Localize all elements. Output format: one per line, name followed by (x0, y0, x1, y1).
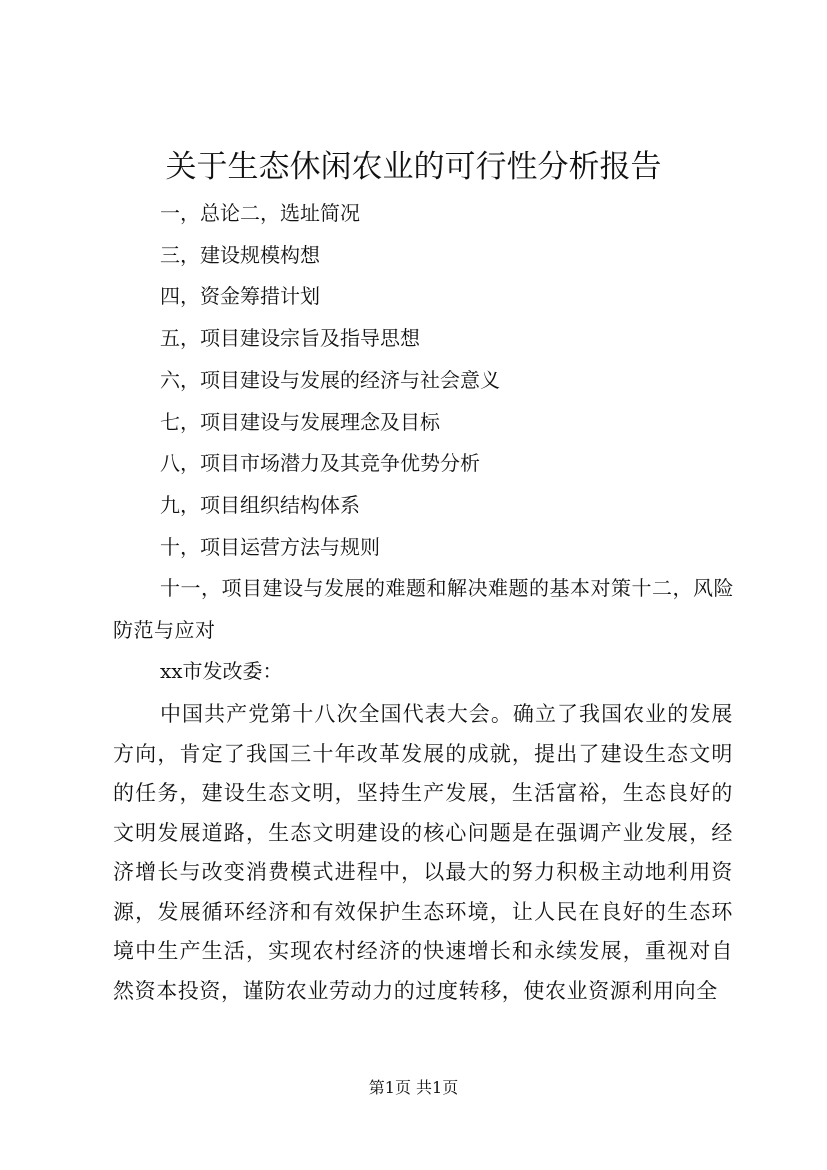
toc-item: 五，项目建设宗旨及指导思想 (160, 326, 420, 351)
toc-item: 十一，项目建设与发展的难题和解决难题的基本对策十二，风险防范与应对 (113, 576, 734, 643)
toc-item: 四，资金筹措计划 (160, 284, 320, 309)
body-paragraph: 中国共产党第十八次全国代表大会。确立了我国农业的发展方向，肯定了我国三十年改革发展的成就，提出了建设生态文明的任务，建设生态文明，坚持生产发展，生活富裕，生态良好的文明发展道路，生态文明建设的核心问题是在强调产业发展，经济增长与改变消费模式进程中，以最大的努力积极主动地利用资源，发展循环经济和有效保护生态环境，让人民在良好的生态环境中生产生活，实现农村经济的快速增长和永续发展，重视对自然资本投资，谨防农业劳动力的过度转移，使农业资源利用向全 (113, 702, 733, 1003)
page-footer: 第1页 共1页 (368, 1078, 459, 1097)
toc-item: 六，项目建设与发展的经济与社会意义 (160, 367, 500, 392)
page-title: 关于生态休闲农业的可行性分析报告 (165, 149, 662, 185)
toc-item: 七，项目建设与发展理念及目标 (160, 409, 440, 434)
toc-item: 八，项目市场潜力及其竞争优势分析 (160, 451, 480, 476)
toc-item: 一，总论二，选址简况 (160, 201, 360, 225)
salutation: xx市发改委： (160, 659, 283, 683)
table-of-contents (113, 193, 743, 652)
toc-item: 九，项目组织结构体系 (160, 492, 360, 517)
toc-item: 十，项目运营方法与规则 (160, 534, 380, 559)
toc-item: 三，建设规模构想 (160, 242, 320, 267)
